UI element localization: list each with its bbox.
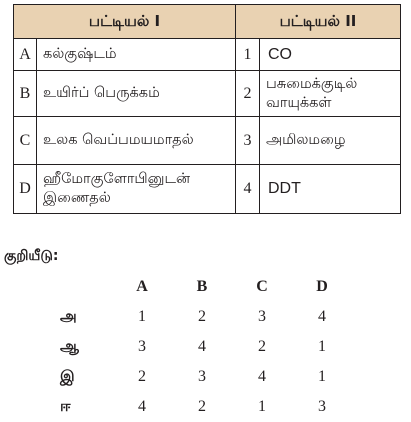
option-value: 3 xyxy=(318,398,326,415)
row-number: 1 xyxy=(236,39,260,71)
option-value: 2 xyxy=(258,338,266,355)
option-value: 2 xyxy=(198,308,206,325)
table-row xyxy=(14,39,401,71)
list-2-item: CO xyxy=(260,39,401,71)
option-value: 3 xyxy=(258,308,266,325)
option-value: 1 xyxy=(318,338,326,355)
row-letter: C xyxy=(14,117,37,165)
option-value: 1 xyxy=(258,398,266,415)
key-header-row xyxy=(60,272,352,302)
option-value: 1 xyxy=(318,368,326,385)
row-letter: B xyxy=(14,71,37,117)
row-number: 3 xyxy=(236,117,260,165)
key-option-row[interactable] xyxy=(60,362,352,392)
list-1-item: உயிர்ப் பெருக்கம் xyxy=(37,71,236,117)
row-number: 4 xyxy=(236,165,260,214)
row-letter: D xyxy=(14,165,37,214)
option-value: 4 xyxy=(318,308,326,325)
key-column-c: C xyxy=(256,278,268,295)
answer-key-table xyxy=(60,272,352,422)
key-column-b: B xyxy=(196,278,208,295)
option-value: 3 xyxy=(138,338,146,355)
key-option-row[interactable] xyxy=(60,332,352,362)
option-value: 3 xyxy=(198,368,206,385)
list-1-item: கல்குஷ்டம் xyxy=(37,39,236,71)
match-table xyxy=(13,4,401,214)
option-label: ஆ xyxy=(60,337,79,355)
option-label: இ xyxy=(60,367,75,385)
option-value: 2 xyxy=(138,368,146,385)
option-label: ஈ xyxy=(60,397,71,415)
list-2-item: DDT xyxy=(260,165,401,214)
list-1-item: ஹீமோகுளோபினுடன் இணைதல் xyxy=(37,165,236,214)
list-2-item: பசுமைக்குடில் வாயுக்கள் xyxy=(260,71,401,117)
option-value: 1 xyxy=(138,308,146,325)
table-row xyxy=(14,117,401,165)
list-1-item: உலக வெப்பமயமாதல் xyxy=(37,117,236,165)
key-option-row[interactable] xyxy=(60,302,352,332)
option-value: 2 xyxy=(198,398,206,415)
option-label: அ xyxy=(60,307,77,325)
option-value: 4 xyxy=(258,368,266,385)
table-row xyxy=(14,71,401,117)
option-value: 4 xyxy=(198,338,206,355)
row-letter: A xyxy=(14,39,37,71)
key-label: குறியீடு: xyxy=(4,248,59,264)
key-column-d: D xyxy=(316,278,328,295)
key-option-row[interactable] xyxy=(60,392,352,422)
key-column-a: A xyxy=(136,278,148,295)
table-header-row xyxy=(14,5,401,39)
row-number: 2 xyxy=(236,71,260,117)
table-row xyxy=(14,165,401,214)
column-header-list-2: பட்டியல் II xyxy=(236,5,401,39)
column-header-list-1: பட்டியல் I xyxy=(14,5,236,39)
option-value: 4 xyxy=(138,398,146,415)
list-2-item: அமிலமழை xyxy=(260,117,401,165)
